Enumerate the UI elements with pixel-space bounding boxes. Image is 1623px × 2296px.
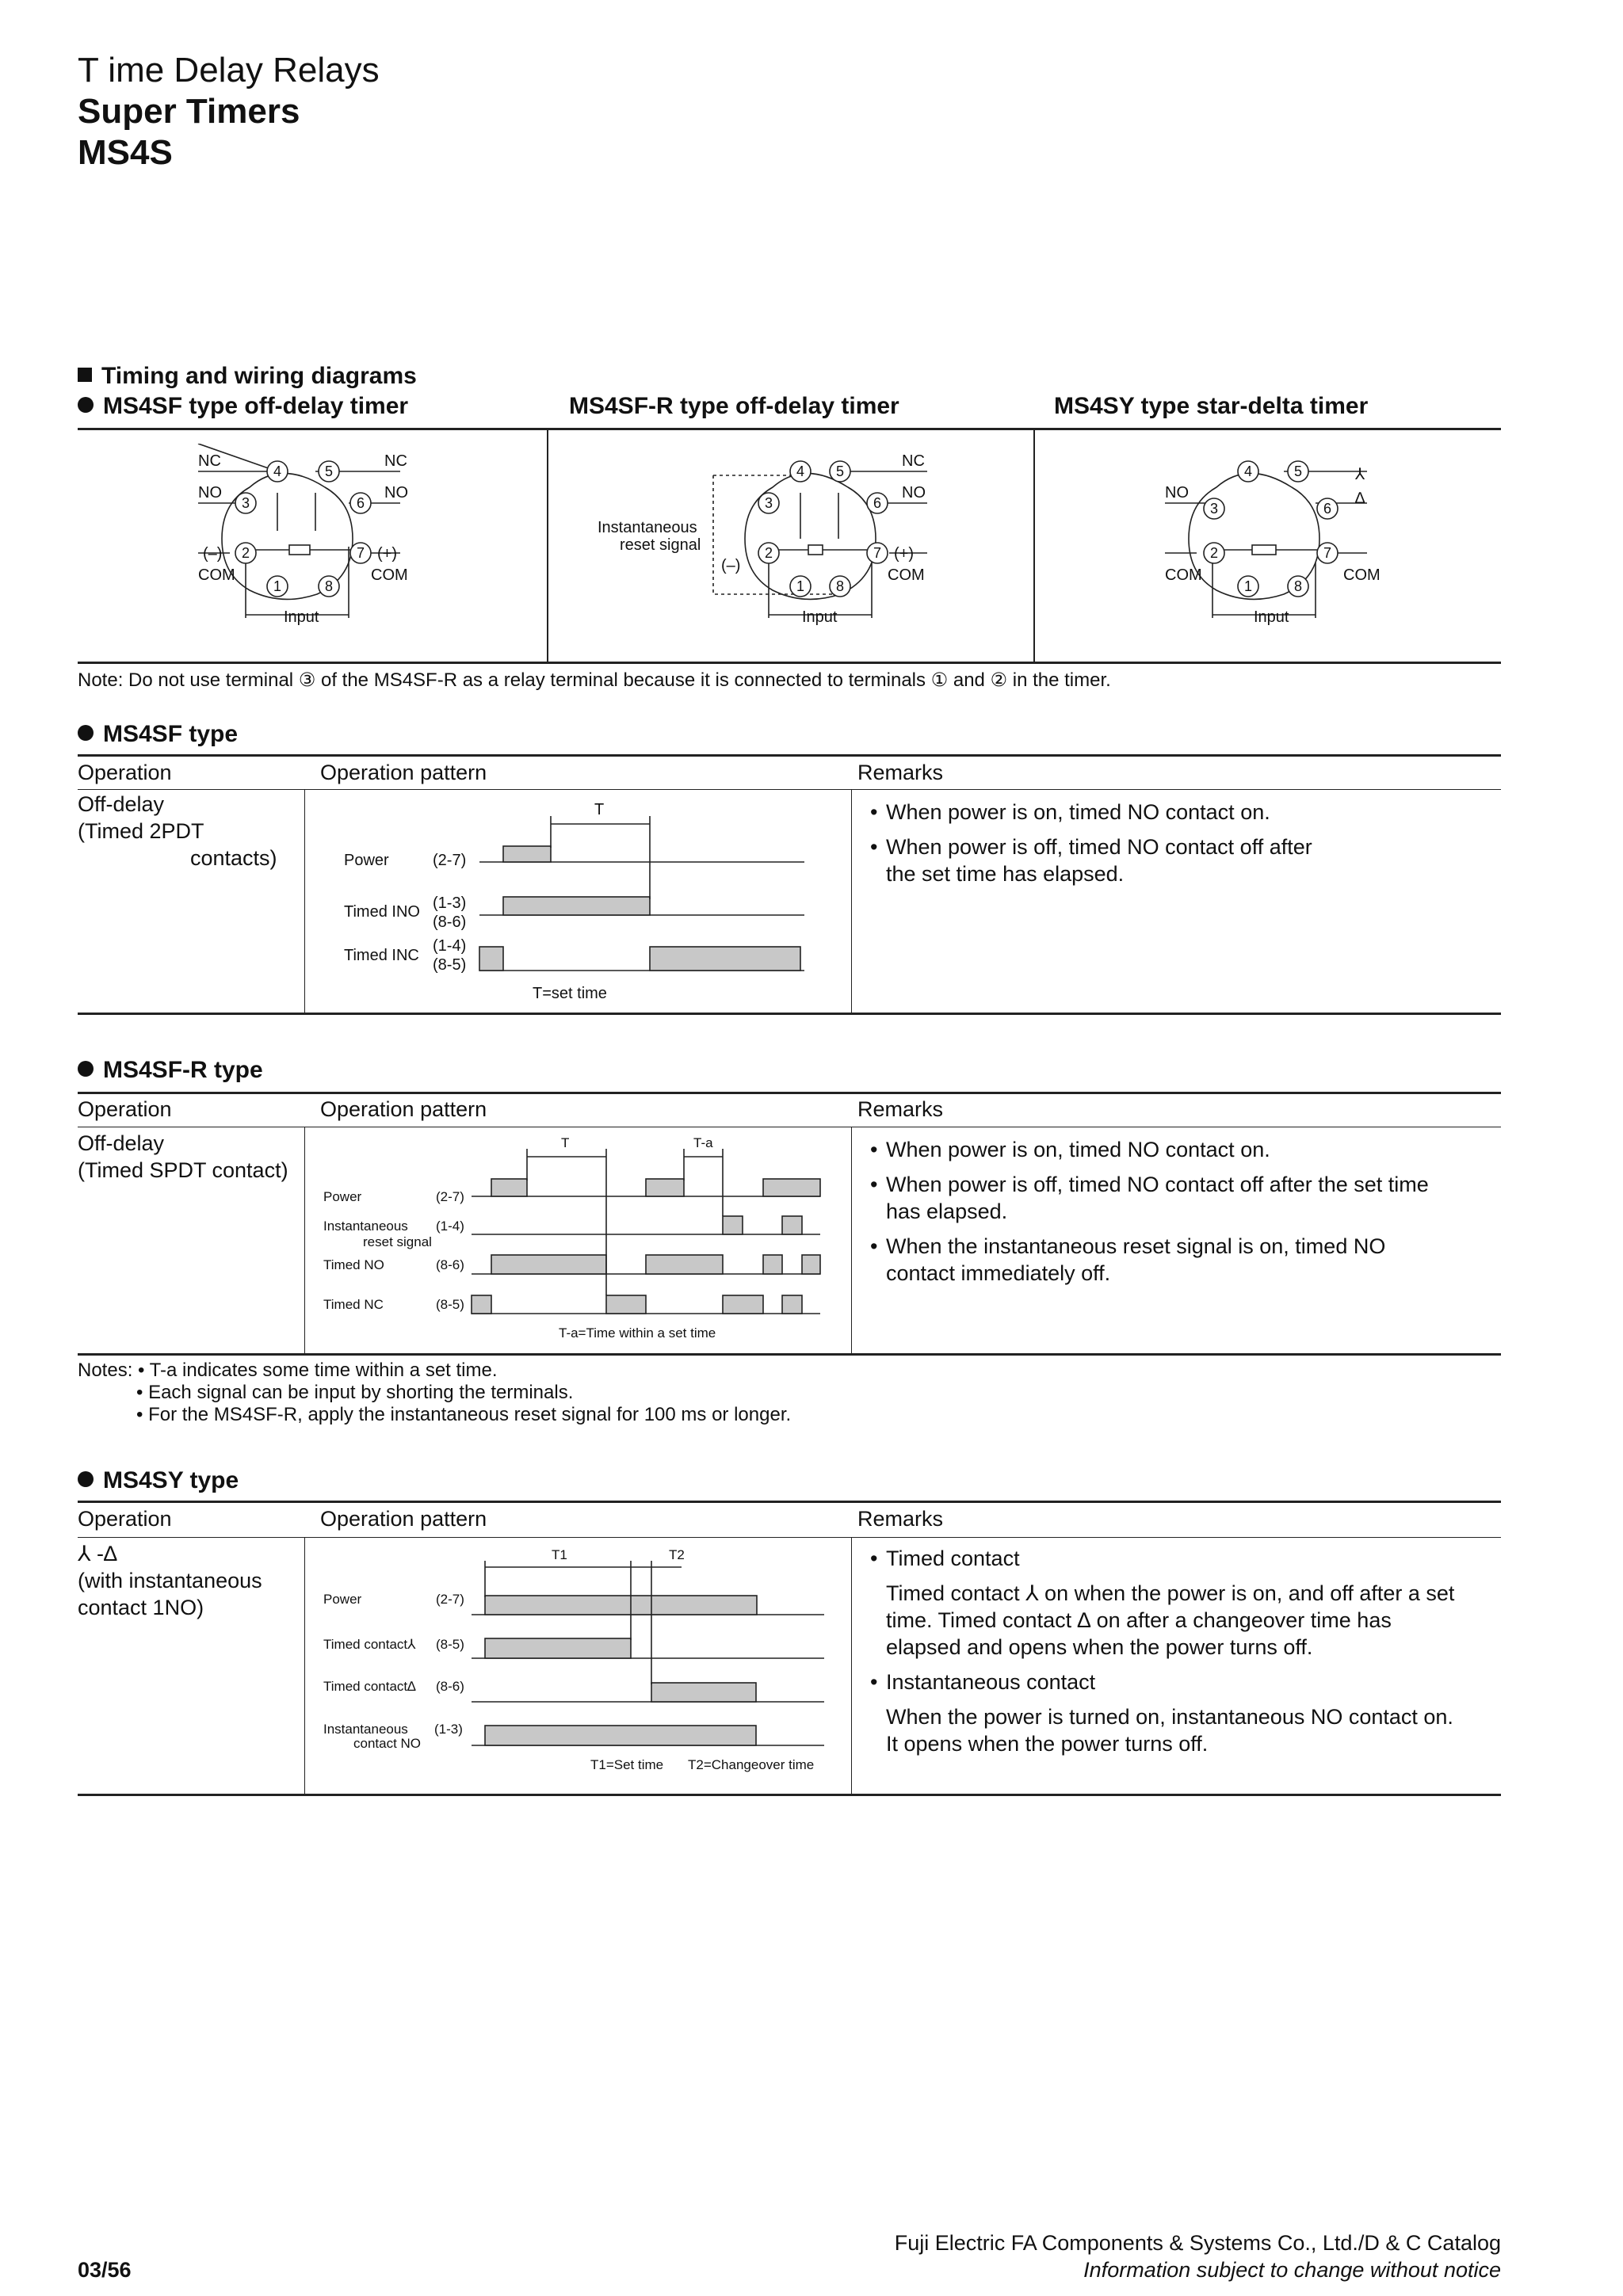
svg-text:Input: Input xyxy=(1254,608,1289,626)
svg-text:T-a: T-a xyxy=(693,1135,713,1150)
rule xyxy=(78,1537,1501,1538)
svg-text:contact NO: contact NO xyxy=(353,1736,422,1751)
page-header-model: MS4S xyxy=(78,133,173,172)
svg-text:4: 4 xyxy=(796,463,805,479)
column-divider xyxy=(547,428,548,662)
svg-text:(2-7): (2-7) xyxy=(436,1592,464,1607)
svg-text:T: T xyxy=(561,1135,570,1150)
rule xyxy=(78,1353,1501,1356)
bullet-icon xyxy=(78,1061,94,1077)
remark-item: • When power is off, timed NO contact off after xyxy=(870,835,1312,859)
column-divider xyxy=(304,789,305,1014)
page-header-series: Super Timers xyxy=(78,92,300,131)
svg-text:Timed INC: Timed INC xyxy=(344,947,419,964)
svg-text:∆: ∆ xyxy=(1355,490,1365,507)
column-divider xyxy=(304,1537,305,1795)
svg-text:(8-5): (8-5) xyxy=(436,1297,464,1312)
footer-company: Fuji Electric FA Components & Systems Co., Ltd./D & C Catalog xyxy=(894,2231,1501,2255)
rule xyxy=(78,428,1501,430)
svg-text:T1: T1 xyxy=(552,1547,567,1562)
column-divider xyxy=(851,1537,852,1795)
svg-text:1: 1 xyxy=(796,578,805,594)
svg-text:4: 4 xyxy=(273,463,282,479)
svg-text:2: 2 xyxy=(242,545,250,561)
rule xyxy=(78,1092,1501,1094)
svg-text:(–): (–) xyxy=(721,557,741,574)
svg-text:⅄: ⅄ xyxy=(1355,466,1365,483)
svg-text:COM: COM xyxy=(1343,566,1381,584)
ms4sfr-col-operation: Operation xyxy=(78,1097,172,1121)
rule xyxy=(78,1013,1501,1015)
remark-item-cont: contact immediately off. xyxy=(886,1261,1111,1285)
svg-text:Input: Input xyxy=(284,608,319,626)
svg-text:6: 6 xyxy=(873,495,882,511)
svg-text:Instantaneous: Instantaneous xyxy=(598,519,697,536)
column-divider xyxy=(851,789,852,1014)
ms4sfr-col-pattern: Operation pattern xyxy=(320,1097,487,1121)
ms4sfr-col-remarks: Remarks xyxy=(857,1097,944,1121)
ms4sy-col-pattern: Operation pattern xyxy=(320,1507,487,1531)
svg-text:NC: NC xyxy=(198,452,221,470)
svg-text:(1-4): (1-4) xyxy=(436,1219,464,1234)
page-header-category: T ime Delay Relays xyxy=(78,51,380,90)
column-divider xyxy=(1033,428,1035,662)
svg-text:Power: Power xyxy=(323,1189,362,1204)
svg-text:Timed INO: Timed INO xyxy=(344,903,420,921)
svg-text:5: 5 xyxy=(836,463,845,479)
ms4sy-wiring-diagram xyxy=(1157,444,1395,638)
remark-item: • When power is on, timed NO contact on. xyxy=(870,800,1270,824)
remark-item: • Timed contact xyxy=(870,1547,1020,1570)
svg-text:8: 8 xyxy=(325,578,334,594)
ms4sf-timing-chart xyxy=(325,792,816,1006)
ms4sfr-remarks xyxy=(870,1136,1496,1287)
svg-text:COM: COM xyxy=(888,566,925,584)
remark-item-cont: the set time has elapsed. xyxy=(886,862,1125,886)
svg-text:Timed NO: Timed NO xyxy=(323,1257,384,1272)
svg-text:(8-5): (8-5) xyxy=(436,1637,464,1652)
bullet-icon xyxy=(78,1471,94,1487)
svg-text:(8-6): (8-6) xyxy=(436,1257,464,1272)
col2-title: MS4SF-R type off-delay timer xyxy=(569,393,899,419)
square-bullet-icon xyxy=(78,368,92,382)
svg-text:Timed contact⅄: Timed contact⅄ xyxy=(323,1637,416,1652)
svg-text:(1-4): (1-4) xyxy=(433,937,467,955)
ms4sy-col-remarks: Remarks xyxy=(857,1507,944,1531)
rule xyxy=(78,662,1501,664)
ms4sy-timing-chart xyxy=(317,1543,832,1781)
svg-text:COM: COM xyxy=(371,566,408,584)
svg-text:COM: COM xyxy=(1165,566,1202,584)
svg-text:3: 3 xyxy=(242,495,250,511)
rule xyxy=(78,754,1501,757)
svg-text:7: 7 xyxy=(357,545,365,561)
ms4sfr-wiring-diagram xyxy=(594,444,943,638)
ms4sf-wiring-diagram xyxy=(190,444,428,638)
svg-text:6: 6 xyxy=(1323,501,1332,517)
svg-text:4: 4 xyxy=(1244,463,1253,479)
column-divider xyxy=(851,1127,852,1355)
svg-text:reset signal: reset signal xyxy=(363,1234,432,1249)
svg-text:NO: NO xyxy=(198,484,222,502)
remark-item-cont: has elapsed. xyxy=(886,1199,1008,1223)
ms4sy-operation: ⅄ -∆ (with instantaneous contact 1NO) xyxy=(78,1542,262,1619)
svg-text:(1-3): (1-3) xyxy=(433,894,467,912)
svg-text:(8-5): (8-5) xyxy=(433,956,467,974)
ms4sf-title: MS4SF type xyxy=(78,721,238,748)
remark-item: • Instantaneous contact xyxy=(870,1670,1096,1694)
svg-text:NC: NC xyxy=(902,452,925,470)
svg-text:3: 3 xyxy=(1210,501,1219,517)
svg-text:T2: T2 xyxy=(669,1547,685,1562)
svg-text:6: 6 xyxy=(357,495,365,511)
svg-text:(1-3): (1-3) xyxy=(434,1722,463,1737)
ms4sf-col-pattern: Operation pattern xyxy=(320,761,487,784)
svg-text:(+): (+) xyxy=(377,545,397,563)
svg-text:(2-7): (2-7) xyxy=(433,852,467,869)
note-item: • For the MS4SF-R, apply the instantaneous reset signal for 100 ms or longer. xyxy=(136,1404,792,1425)
svg-text:8: 8 xyxy=(1294,578,1303,594)
bullet-icon xyxy=(78,725,94,741)
notes-block: Notes: • T-a indicates some time within a set time. xyxy=(78,1360,498,1381)
svg-text:5: 5 xyxy=(1294,463,1303,479)
svg-text:NO: NO xyxy=(902,484,926,502)
svg-text:(–): (–) xyxy=(203,545,223,563)
svg-text:5: 5 xyxy=(325,463,334,479)
rule xyxy=(78,789,1501,790)
page-number: 03/56 xyxy=(78,2258,132,2282)
svg-text:(8-6): (8-6) xyxy=(436,1679,464,1694)
svg-text:(2-7): (2-7) xyxy=(436,1189,464,1204)
ms4sfr-title: MS4SF-R type xyxy=(78,1057,263,1084)
ms4sf-operation: Off-delay (Timed 2PDT contacts) xyxy=(78,792,277,870)
ms4sf-col-remarks: Remarks xyxy=(857,761,944,784)
section-title: Timing and wiring diagrams xyxy=(78,363,417,390)
svg-text:NO: NO xyxy=(384,484,408,502)
remark-item: • When power is off, timed NO contact off after the set time xyxy=(870,1173,1429,1196)
svg-text:T2=Changeover time: T2=Changeover time xyxy=(688,1757,815,1772)
svg-text:Power: Power xyxy=(344,852,389,869)
svg-text:NO: NO xyxy=(1165,484,1189,502)
ms4sfr-timing-chart xyxy=(317,1133,832,1347)
remark-item: • When power is on, timed NO contact on. xyxy=(870,1138,1270,1161)
svg-text:Timed contact∆: Timed contact∆ xyxy=(323,1679,416,1694)
note-item: • Each signal can be input by shorting the terminals. xyxy=(136,1382,574,1403)
col1-title: MS4SF type off-delay timer xyxy=(78,393,408,420)
svg-text:NC: NC xyxy=(384,452,407,470)
svg-text:Instantaneous: Instantaneous xyxy=(323,1722,408,1737)
terminal-note: Note: Do not use terminal ③ of the MS4SF-R as a relay terminal because it is connected to terminals ① and ② in the timer. xyxy=(78,669,1111,691)
svg-text:COM: COM xyxy=(198,566,235,584)
ms4sf-col-operation: Operation xyxy=(78,761,172,784)
rule xyxy=(78,1794,1501,1796)
ms4sy-col-operation: Operation xyxy=(78,1507,172,1531)
svg-text:7: 7 xyxy=(1323,545,1332,561)
svg-text:T: T xyxy=(594,801,605,818)
ms4sf-remarks xyxy=(870,799,1488,887)
svg-text:(+): (+) xyxy=(894,545,914,563)
svg-text:7: 7 xyxy=(873,545,882,561)
bullet-icon xyxy=(78,397,94,413)
ms4sfr-operation: Off-delay (Timed SPDT contact) xyxy=(78,1131,288,1182)
svg-text:2: 2 xyxy=(765,545,773,561)
rule xyxy=(78,1501,1501,1503)
svg-text:(8-6): (8-6) xyxy=(433,913,467,931)
svg-text:1: 1 xyxy=(1244,578,1253,594)
footer-notice: Information subject to change without notice xyxy=(1083,2258,1501,2282)
svg-text:Timed NC: Timed NC xyxy=(323,1297,384,1312)
svg-text:reset signal: reset signal xyxy=(620,536,701,554)
svg-text:T1=Set time: T1=Set time xyxy=(590,1757,664,1772)
svg-text:8: 8 xyxy=(836,578,845,594)
col3-title: MS4SY type star-delta timer xyxy=(1054,393,1369,419)
svg-text:T-a=Time within a set time: T-a=Time within a set time xyxy=(559,1325,716,1341)
svg-text:T=set time: T=set time xyxy=(533,985,607,1002)
svg-text:Instantaneous: Instantaneous xyxy=(323,1219,408,1234)
ms4sy-title: MS4SY type xyxy=(78,1467,239,1494)
remark-item: • When the instantaneous reset signal is on, timed NO xyxy=(870,1234,1386,1258)
column-divider xyxy=(304,1127,305,1355)
svg-text:1: 1 xyxy=(273,578,282,594)
svg-text:Power: Power xyxy=(323,1592,362,1607)
svg-text:Input: Input xyxy=(802,608,838,626)
svg-text:3: 3 xyxy=(765,495,773,511)
svg-text:2: 2 xyxy=(1210,545,1219,561)
ms4sy-remarks: • Timed contact Timed contact ⅄ on when the power is on, and off after a set time. Timed contact ∆ on after a changeover time has elapsed and opens when the power turns off. • Instantaneous contact When the power is turned on, instantaneous NO contact on. It opens when the power turns off. xyxy=(870,1545,1496,1757)
